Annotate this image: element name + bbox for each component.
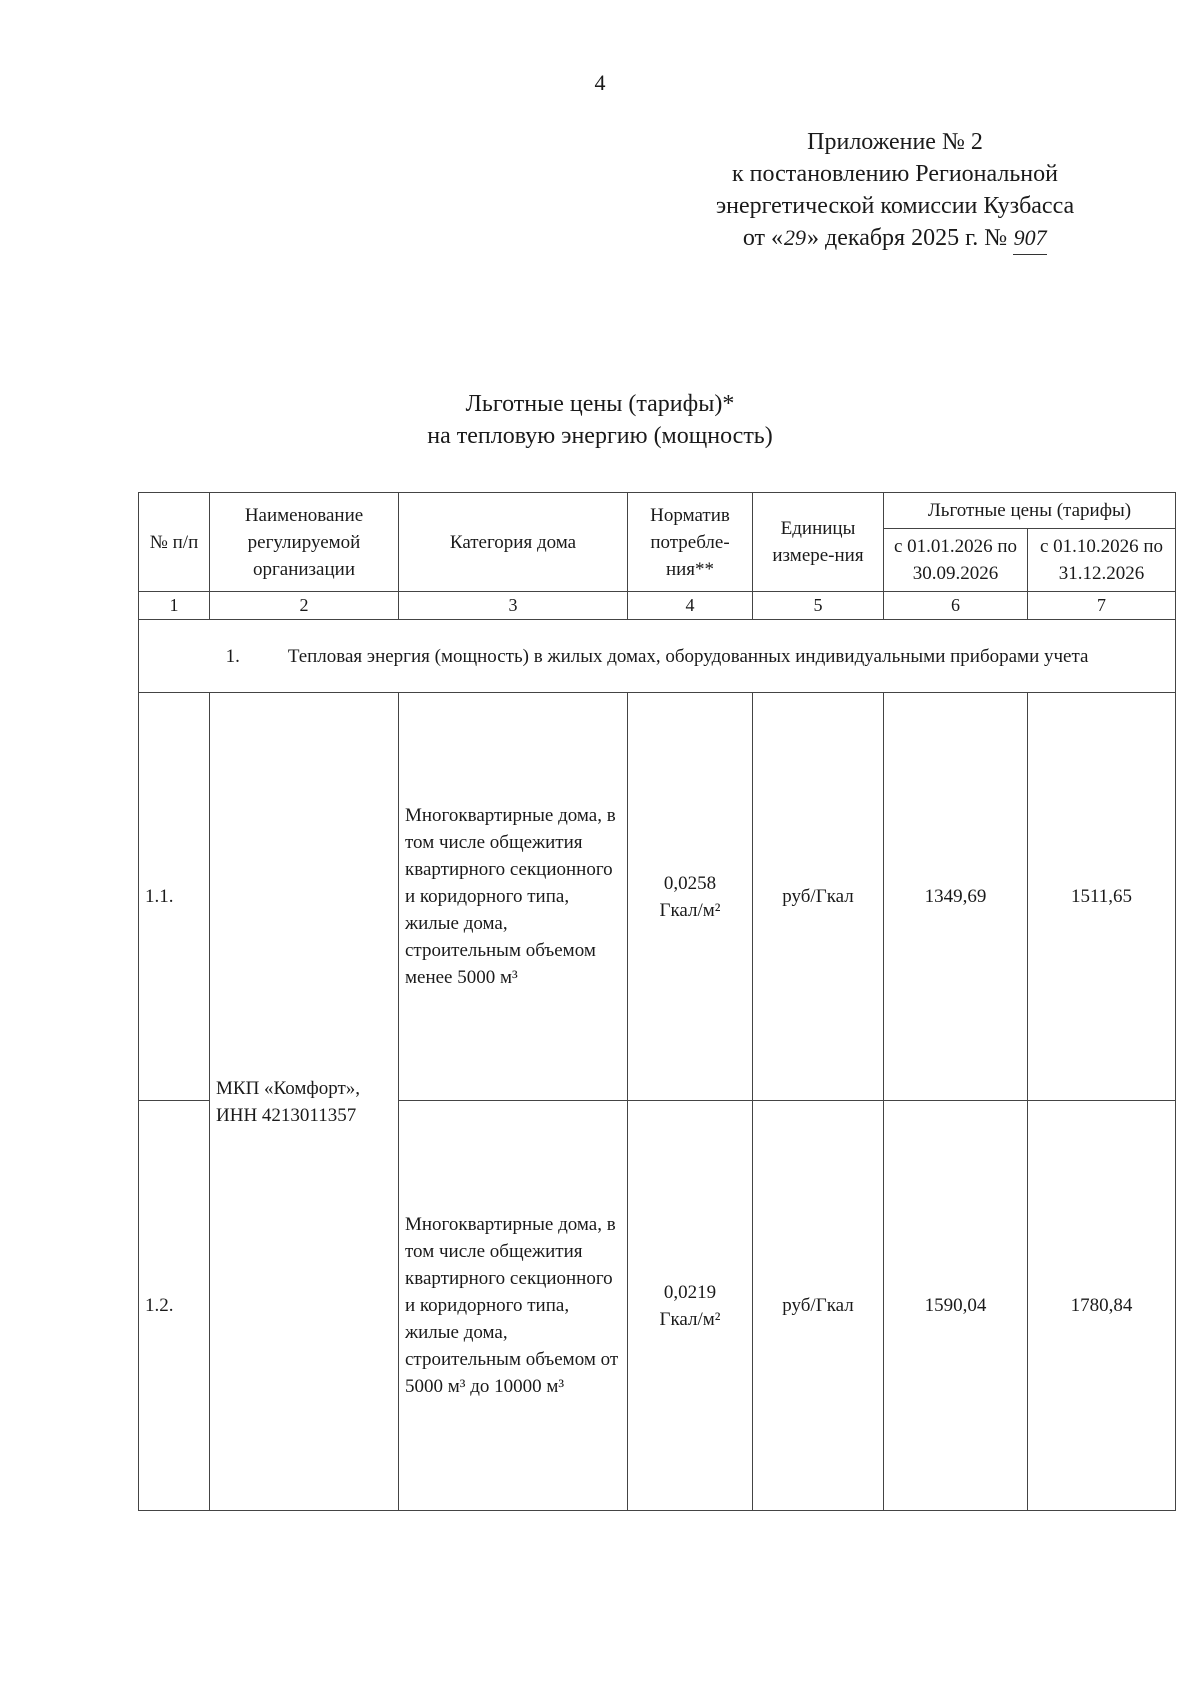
tariff-table: [138, 492, 1176, 1511]
section-number: 1.: [225, 645, 240, 667]
title-line-1: Льготные цены (тарифы)*: [465, 391, 735, 417]
header-units: Единицы измере-ния: [753, 493, 884, 592]
section-cell: [139, 620, 1176, 693]
organization-name: МКП «Комфорт», ИНН 4213011357: [210, 693, 399, 1511]
header-row-1: [139, 493, 1176, 529]
document-number: 907: [1013, 222, 1047, 255]
column-number: 1: [139, 592, 210, 620]
section-title: Тепловая энергия (мощность) в жилых домах, оборудованных индивидуальными приборами учета: [287, 645, 1089, 667]
price-period-1: 1349,69: [884, 693, 1028, 1101]
house-category: Многоквартирные дома, в том числе общежития квартирного секционного и коридорного типа, жилые дома, строительным объемом менее 5000 м³: [399, 693, 628, 1101]
table-row: [139, 693, 1176, 1101]
column-number: 5: [753, 592, 884, 620]
consumption-norm: [628, 1101, 753, 1511]
norm-unit: Гкал/м²: [659, 899, 721, 921]
date-day: 29: [784, 225, 807, 250]
row-number: 1.1.: [139, 693, 210, 1101]
header-category: Категория дома: [399, 493, 628, 592]
price-period-2: 1511,65: [1028, 693, 1176, 1101]
house-category: Многоквартирные дома, в том числе общежития квартирного секционного и коридорного типа, жилые дома, строительным объемом от 5000 м³ до 10000 м³: [399, 1101, 628, 1511]
column-number: 6: [884, 592, 1028, 620]
appendix-header: [640, 126, 1150, 255]
column-number: 3: [399, 592, 628, 620]
document-title: [0, 388, 1200, 452]
date-prefix: от «: [742, 225, 784, 251]
title-line-2: на тепловую энергию (мощность): [427, 423, 773, 449]
section-row: [139, 620, 1176, 693]
consumption-norm: [628, 693, 753, 1101]
norm-value: 0,0219: [663, 1281, 717, 1303]
price-period-2: 1780,84: [1028, 1101, 1176, 1511]
date-middle: » декабря 2025 г. №: [807, 225, 1008, 251]
appendix-date-line: [640, 222, 1150, 255]
header-prices-group: Льготные цены (тарифы): [884, 493, 1176, 529]
unit-of-measure: руб/Гкал: [753, 1101, 884, 1511]
row-number: 1.2.: [139, 1101, 210, 1511]
header-norm: Норматив потребле-ния**: [628, 493, 753, 592]
column-number: 7: [1028, 592, 1176, 620]
norm-value: 0,0258: [663, 872, 717, 894]
unit-of-measure: руб/Гкал: [753, 693, 884, 1101]
header-period-1: с 01.01.2026 по 30.09.2026: [884, 529, 1028, 592]
header-org: Наименование регулируемой организации: [210, 493, 399, 592]
appendix-line-2: к постановлению Региональной: [732, 161, 1058, 187]
page-number: 4: [594, 70, 606, 95]
column-numbers-row: [139, 592, 1176, 620]
norm-unit: Гкал/м²: [659, 1308, 721, 1330]
header-num: № п/п: [139, 493, 210, 592]
price-period-1: 1590,04: [884, 1101, 1028, 1511]
column-number: 2: [210, 592, 399, 620]
header-period-2: с 01.10.2026 по 31.12.2026: [1028, 529, 1176, 592]
appendix-line-1: Приложение № 2: [807, 129, 983, 155]
appendix-line-3: энергетической комиссии Кузбасса: [715, 193, 1075, 219]
column-number: 4: [628, 592, 753, 620]
